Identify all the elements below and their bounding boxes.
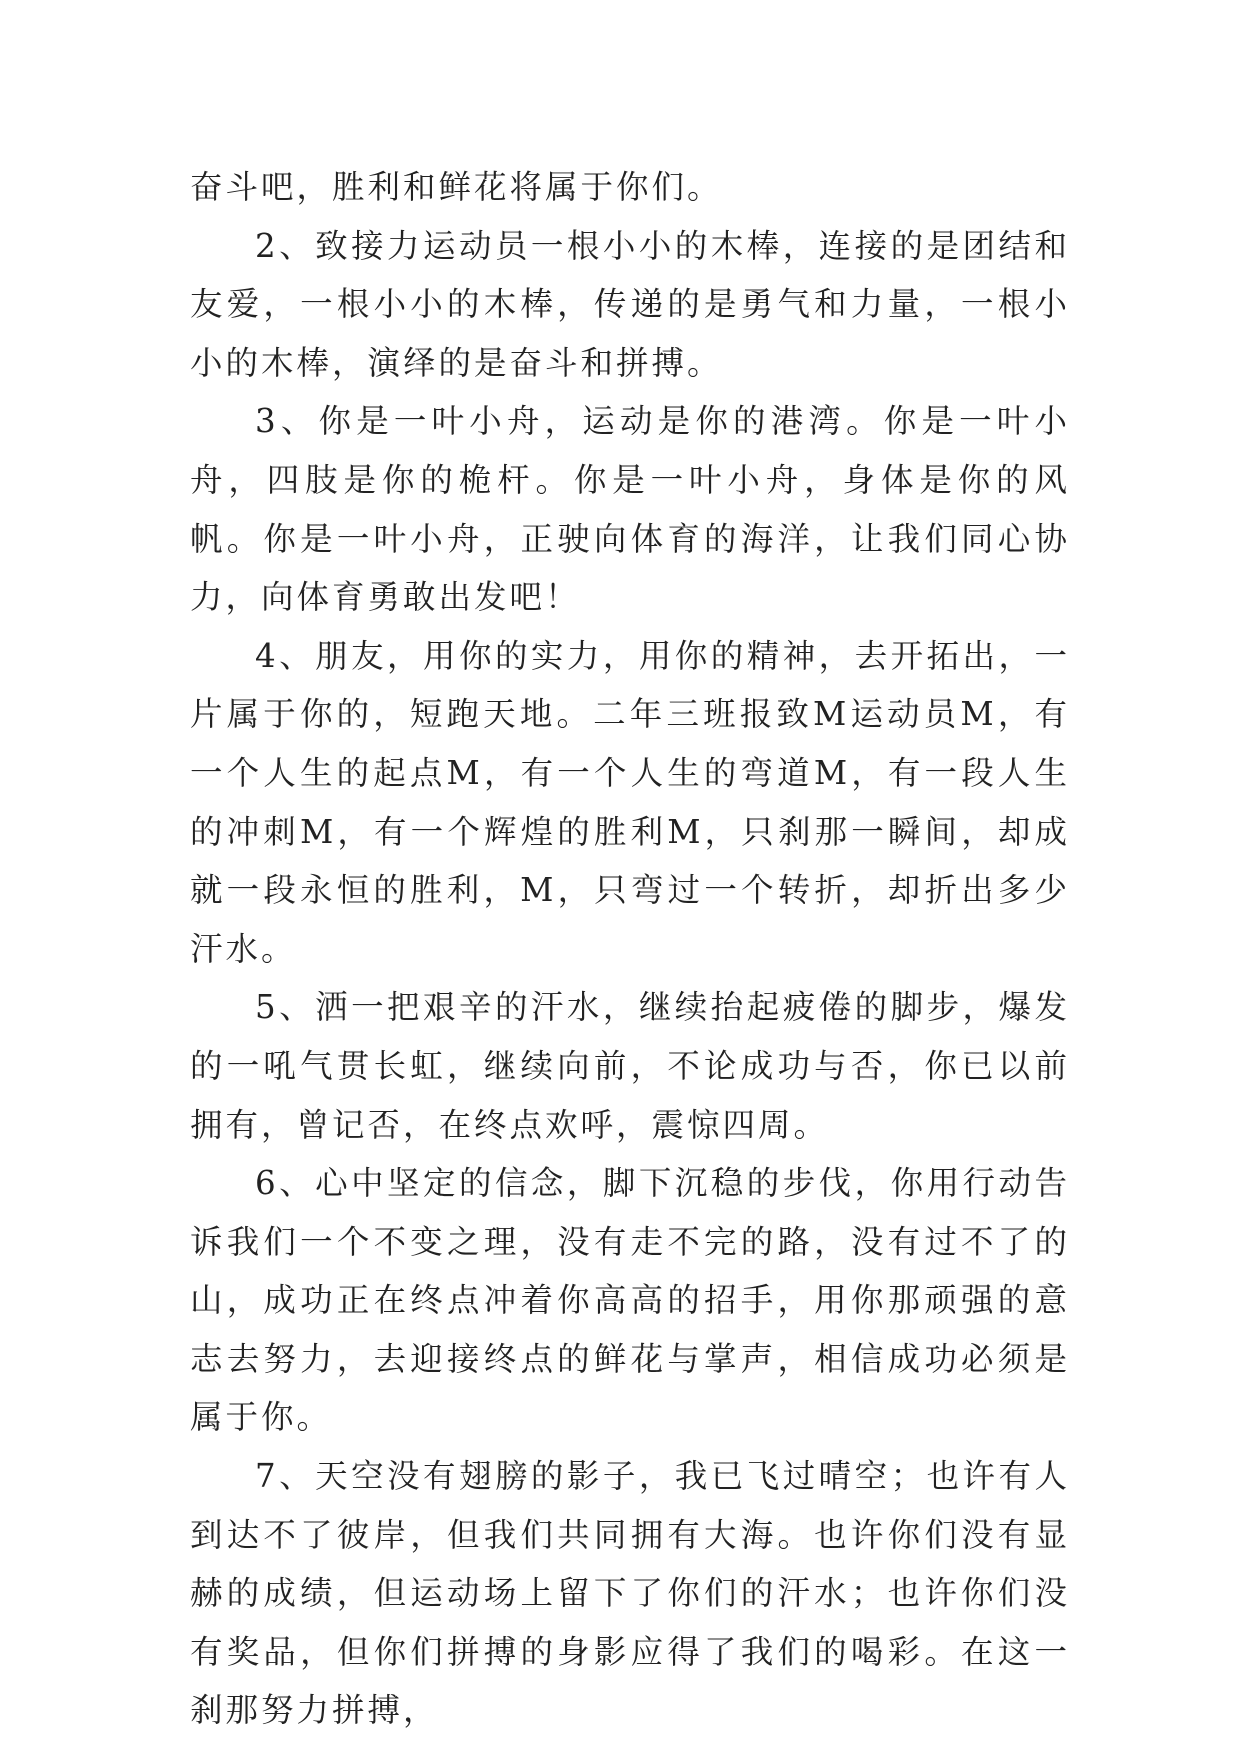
document-body bbox=[190, 158, 1070, 1740]
paragraph-3: 3、你是一叶小舟，运动是你的港湾。你是一叶小舟，四肢是你的桅杆。你是一叶小舟，身体是你的风帆。你是一叶小舟，正驶向体育的海洋，让我们同心协力，向体育勇敢出发吧！ bbox=[190, 402, 1070, 617]
paragraph-1: 奋斗吧，胜利和鲜花将属于你们。 bbox=[190, 168, 723, 206]
paragraph-4: 4、朋友，用你的实力，用你的精神，去开拓出，一片属于你的，短跑天地。二年三班报致M运动员M，有一个人生的起点M，有一个人生的弯道M，有一段人生的冲刺M，有一个辉煌的胜利M，只刹那一瞬间，却成就一段永恒的胜利，M，只弯过一个转折，却折出多少汗水。 bbox=[190, 636, 1070, 968]
paragraph-6: 6、心中坚定的信念，脚下沉稳的步伐，你用行动告诉我们一个不变之理，没有走不完的路，没有过不了的山，成功正在终点冲着你高高的招手，用你那顽强的意志去努力，去迎接终点的鲜花与掌声，相信成功必须是属于你。 bbox=[190, 1164, 1070, 1437]
paragraph-2: 2、致接力运动员一根小小的木棒，连接的是团结和友爱，一根小小的木棒，传递的是勇气和力量，一根小小的木棒，演绎的是奋斗和拼搏。 bbox=[190, 226, 1070, 382]
paragraph-7: 7、天空没有翅膀的影子，我已飞过晴空；也许有人到达不了彼岸，但我们共同拥有大海。也许你们没有显赫的成绩，但运动场上留下了你们的汗水；也许你们没有奖品，但你们拼搏的身影应得了我们的喝彩。在这一刹那努力拼搏， bbox=[190, 1457, 1070, 1730]
paragraph-5: 5、洒一把艰辛的汗水，继续抬起疲倦的脚步，爆发的一吼气贯长虹，继续向前，不论成功与否，你已以前拥有，曾记否，在终点欢呼，震惊四周。 bbox=[190, 988, 1070, 1144]
